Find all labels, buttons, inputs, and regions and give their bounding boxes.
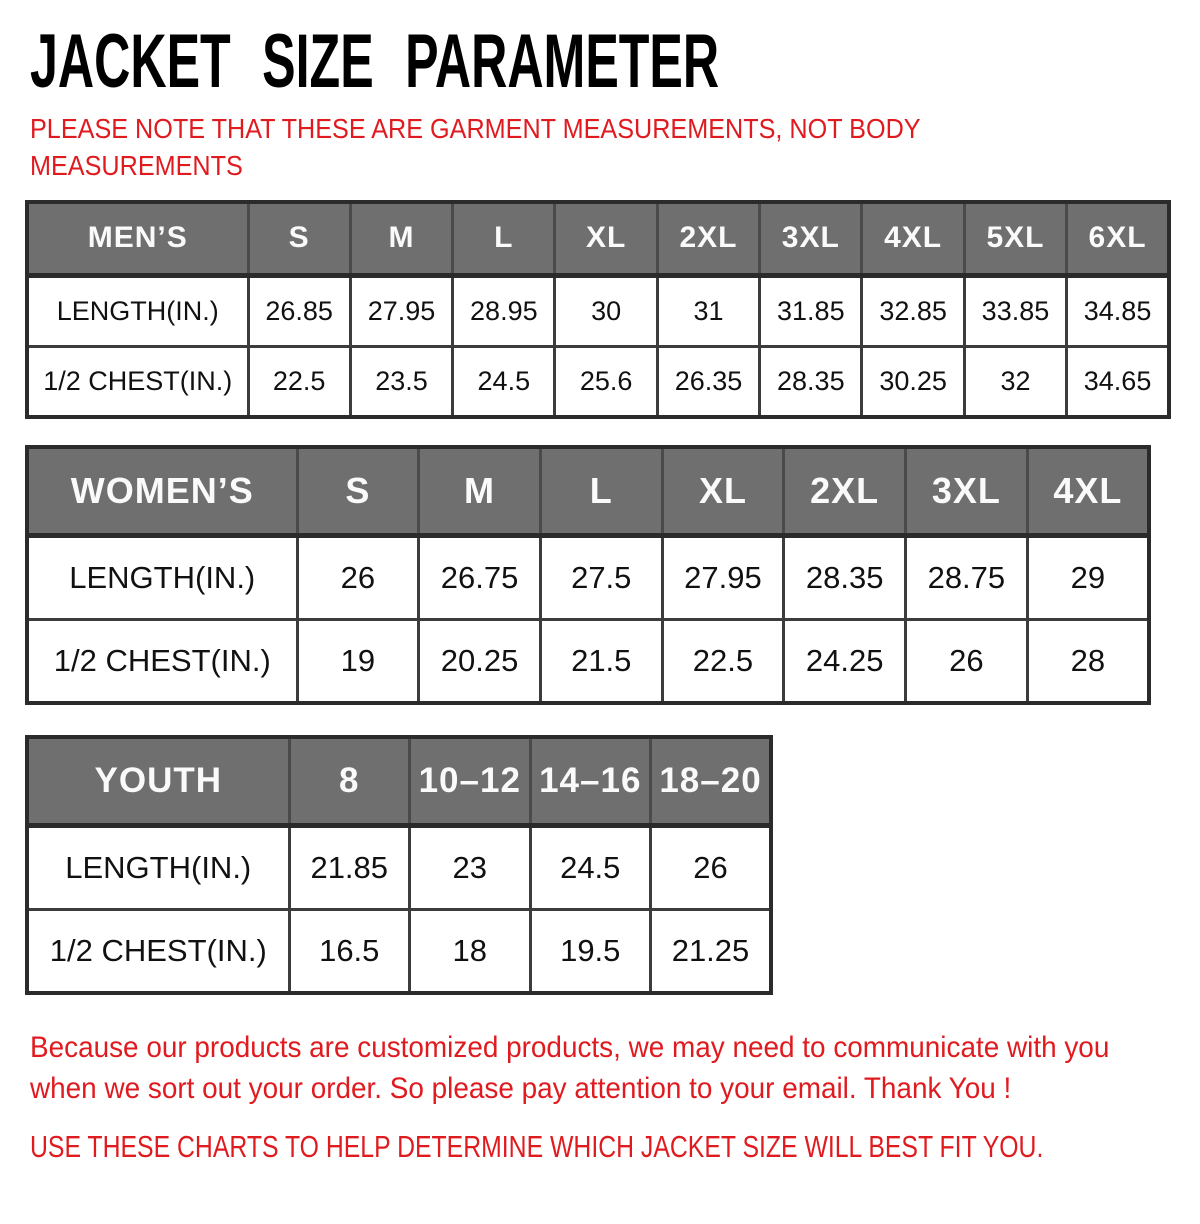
- mens-table-title: MEN’S: [27, 202, 248, 275]
- youth-size-header-2: 10–12: [410, 737, 531, 825]
- mens-data-row-0: [27, 275, 1169, 346]
- mens-value-cell-1-2: 24.5: [453, 346, 555, 417]
- garment-measurement-note: [30, 110, 1083, 184]
- youth-header-row: [27, 737, 771, 825]
- mens-value-cell-0-0: 26.85: [248, 275, 350, 346]
- mens-header-row: [27, 202, 1169, 275]
- womens-value-cell-1-2: 21.5: [540, 619, 662, 703]
- page-title: JACKET SIZE PARAMETER: [30, 19, 720, 104]
- mens-value-cell-1-4: 26.35: [657, 346, 759, 417]
- mens-value-cell-0-7: 33.85: [964, 275, 1066, 346]
- mens-size-header-6: 3XL: [760, 202, 862, 275]
- womens-value-cell-0-2: 27.5: [540, 535, 662, 619]
- note-line-1: PLEASE NOTE THAT THESE ARE GARMENT MEASUREMENTS, NOT BODY: [30, 113, 921, 144]
- womens-value-cell-1-3: 22.5: [662, 619, 784, 703]
- customization-notice: [30, 1027, 1118, 1109]
- customization-notice-line-2: when we sort out your order. So please pay attention to your email. Thank You !: [30, 1072, 1012, 1105]
- womens-size-header-4: XL: [662, 447, 784, 535]
- mens-row-label-0: LENGTH(IN.): [27, 275, 248, 346]
- mens-size-header-3: L: [453, 202, 555, 275]
- mens-size-header-2: M: [350, 202, 452, 275]
- womens-value-cell-1-5: 26: [906, 619, 1028, 703]
- youth-value-cell-0-3: 26: [651, 825, 772, 909]
- womens-value-cell-0-6: 29: [1027, 535, 1149, 619]
- youth-value-cell-1-3: 21.25: [651, 909, 772, 993]
- mens-value-cell-1-8: 34.65: [1067, 346, 1169, 417]
- youth-value-cell-0-1: 23: [410, 825, 531, 909]
- mens-size-table: [25, 200, 1171, 419]
- mens-value-cell-1-1: 23.5: [350, 346, 452, 417]
- mens-value-cell-1-6: 30.25: [862, 346, 964, 417]
- youth-size-header-3: 14–16: [530, 737, 651, 825]
- womens-value-cell-0-4: 28.35: [784, 535, 906, 619]
- mens-value-cell-1-7: 32: [964, 346, 1066, 417]
- mens-value-cell-0-4: 31: [657, 275, 759, 346]
- youth-data-row-1: [27, 909, 771, 993]
- mens-size-header-1: S: [248, 202, 350, 275]
- youth-row-label-1: 1/2 CHEST(IN.): [27, 909, 289, 993]
- youth-data-row-0: [27, 825, 771, 909]
- youth-table-title: YOUTH: [27, 737, 289, 825]
- womens-row-label-1: 1/2 CHEST(IN.): [27, 619, 297, 703]
- youth-value-cell-1-2: 19.5: [530, 909, 651, 993]
- mens-size-header-9: 6XL: [1067, 202, 1169, 275]
- youth-row-label-0: LENGTH(IN.): [27, 825, 289, 909]
- mens-value-cell-0-5: 31.85: [760, 275, 862, 346]
- womens-value-cell-0-0: 26: [297, 535, 419, 619]
- womens-row-label-0: LENGTH(IN.): [27, 535, 297, 619]
- mens-row-label-1: 1/2 CHEST(IN.): [27, 346, 248, 417]
- youth-size-table: [25, 735, 773, 995]
- youth-size-header-4: 18–20: [651, 737, 772, 825]
- womens-data-row-1: [27, 619, 1149, 703]
- womens-size-header-2: M: [419, 447, 541, 535]
- womens-table-title: WOMEN’S: [27, 447, 297, 535]
- womens-size-header-5: 2XL: [784, 447, 906, 535]
- youth-value-cell-1-1: 18: [410, 909, 531, 993]
- womens-size-header-1: S: [297, 447, 419, 535]
- womens-size-header-6: 3XL: [906, 447, 1028, 535]
- youth-value-cell-0-0: 21.85: [289, 825, 410, 909]
- jacket-size-chart-page: [0, 19, 1200, 1224]
- mens-size-header-8: 5XL: [964, 202, 1066, 275]
- youth-value-cell-0-2: 24.5: [530, 825, 651, 909]
- fit-advice-text: USE THESE CHARTS TO HELP DETERMINE WHICH JACKET SIZE WILL BEST FIT YOU.: [30, 1129, 1044, 1164]
- womens-header-row: [27, 447, 1149, 535]
- womens-value-cell-0-1: 26.75: [419, 535, 541, 619]
- mens-value-cell-1-0: 22.5: [248, 346, 350, 417]
- mens-value-cell-0-6: 32.85: [862, 275, 964, 346]
- mens-size-header-5: 2XL: [657, 202, 759, 275]
- mens-value-cell-0-3: 30: [555, 275, 657, 346]
- womens-value-cell-1-0: 19: [297, 619, 419, 703]
- womens-value-cell-0-5: 28.75: [906, 535, 1028, 619]
- mens-value-cell-0-8: 34.85: [1067, 275, 1169, 346]
- womens-size-table: [25, 445, 1151, 705]
- youth-size-header-1: 8: [289, 737, 410, 825]
- youth-value-cell-1-0: 16.5: [289, 909, 410, 993]
- womens-size-header-7: 4XL: [1027, 447, 1149, 535]
- customization-notice-line-1: Because our products are customized products, we may need to communicate with you: [30, 1031, 1110, 1064]
- womens-data-row-0: [27, 535, 1149, 619]
- womens-value-cell-0-3: 27.95: [662, 535, 784, 619]
- mens-value-cell-0-2: 28.95: [453, 275, 555, 346]
- mens-value-cell-0-1: 27.95: [350, 275, 452, 346]
- womens-value-cell-1-6: 28: [1027, 619, 1149, 703]
- mens-size-header-7: 4XL: [862, 202, 964, 275]
- womens-size-header-3: L: [540, 447, 662, 535]
- mens-value-cell-1-5: 28.35: [760, 346, 862, 417]
- mens-data-row-1: [27, 346, 1169, 417]
- mens-value-cell-1-3: 25.6: [555, 346, 657, 417]
- mens-size-header-4: XL: [555, 202, 657, 275]
- note-line-2: MEASUREMENTS: [30, 150, 243, 181]
- womens-value-cell-1-1: 20.25: [419, 619, 541, 703]
- womens-value-cell-1-4: 24.25: [784, 619, 906, 703]
